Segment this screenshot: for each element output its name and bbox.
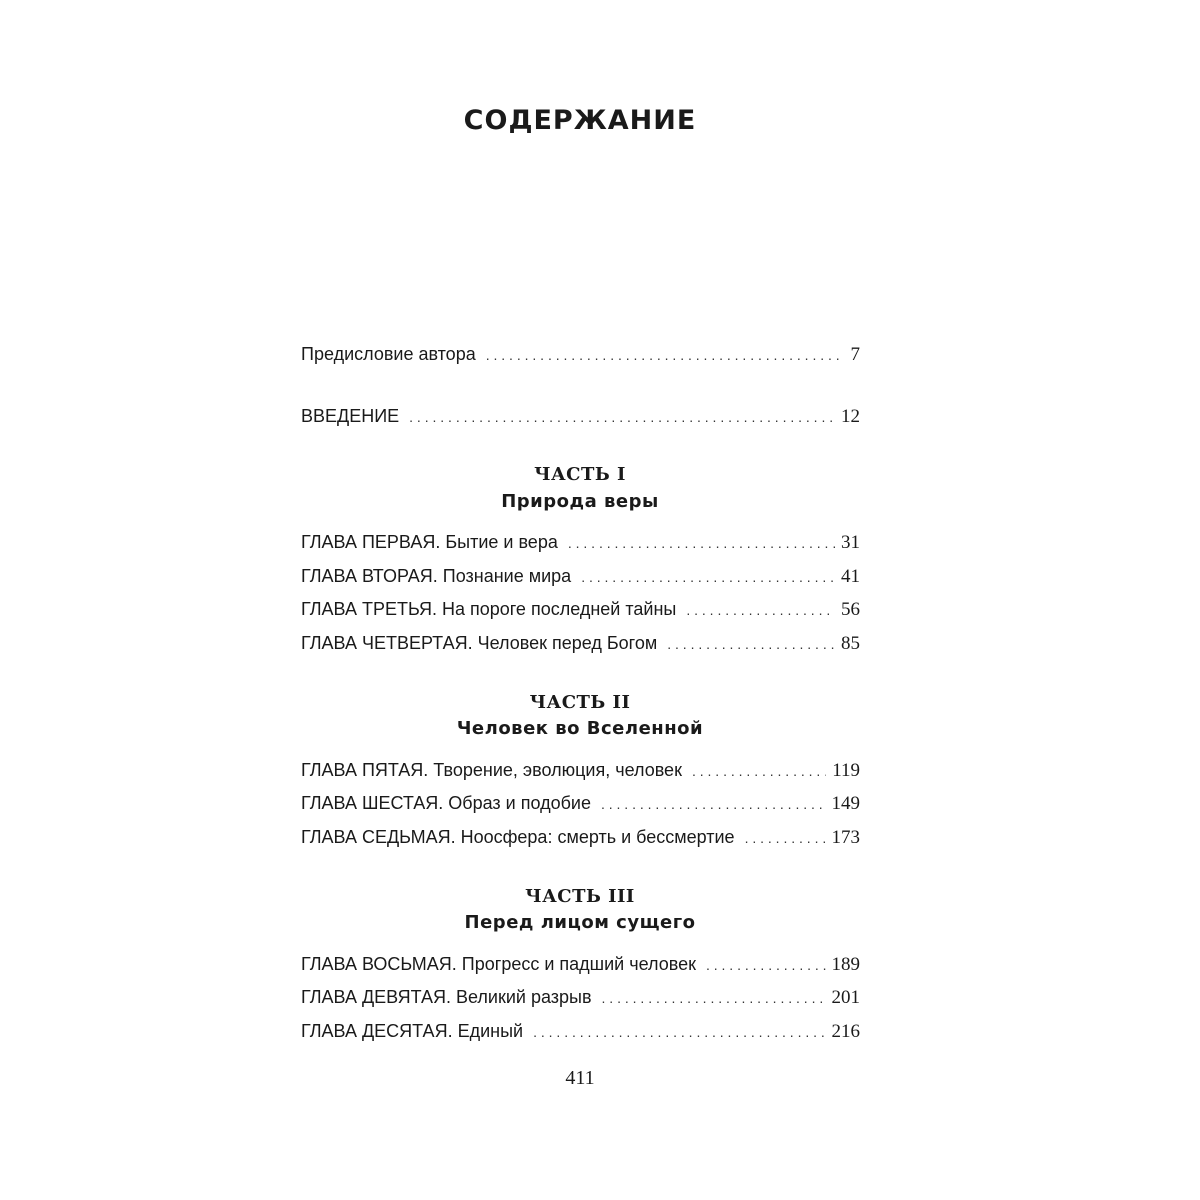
page-number: 411 (565, 1067, 595, 1089)
toc-entry-page: 7 (850, 344, 860, 365)
toc-entry-label: ГЛАВА ДЕСЯТАЯ. Единый (301, 1021, 524, 1041)
page-title: СОДЕРЖАНИЕ (463, 105, 697, 136)
toc-entry-chapter (301, 631, 860, 656)
toc-entry-chapter (301, 791, 860, 816)
toc-entry-label: ГЛАВА ШЕСТАЯ. Образ и подобие (301, 793, 591, 813)
toc-entry-label: ГЛАВА ПЕРВАЯ. Бытие и вера (301, 532, 558, 552)
toc-entry-page: 201 (831, 987, 860, 1008)
toc-entry-chapter (301, 597, 860, 622)
dot-leader (706, 952, 826, 976)
toc-entry-page: 31 (841, 532, 860, 553)
toc-entry-label: ГЛАВА ЧЕТВЕРТАЯ. Человек перед Богом (301, 633, 658, 653)
toc-entry-page: 149 (831, 793, 860, 814)
part-subtitle: Человек во Вселенной (456, 718, 704, 739)
toc-entry-chapter (301, 564, 860, 589)
dot-leader (568, 530, 835, 554)
part-subtitle: Природа веры (501, 491, 659, 512)
dot-leader (602, 985, 826, 1009)
toc-entry-chapter (301, 1019, 860, 1044)
toc-entry-label: ГЛАВА ПЯТАЯ. Творение, эволюция, человек (301, 760, 682, 780)
dot-leader (686, 597, 835, 621)
toc-entry-label: ГЛАВА ДЕВЯТАЯ. Великий разрыв (301, 987, 592, 1007)
toc-entry-preface (301, 342, 860, 367)
dot-leader (486, 342, 842, 366)
toc-entry-chapter (301, 530, 860, 555)
toc-entry-label: ГЛАВА ВОСЬМАЯ. Прогресс и падший человек (301, 954, 696, 974)
toc-entry-page: 56 (841, 599, 860, 620)
toc-entry-page: 41 (841, 566, 860, 587)
toc-entry-chapter (301, 825, 860, 850)
toc-entry-page: 85 (841, 633, 860, 654)
dot-leader (692, 758, 826, 782)
dot-leader (667, 631, 835, 655)
toc-entry-page: 173 (831, 827, 860, 848)
toc-entry-page: 189 (831, 954, 860, 975)
toc-entry-label: ГЛАВА ТРЕТЬЯ. На пороге последней тайны (301, 599, 677, 619)
dot-leader (745, 825, 826, 849)
part-heading: ЧАСТЬ I (534, 464, 626, 485)
dot-leader (409, 404, 835, 428)
toc-entry-page: 119 (832, 760, 860, 781)
toc-entry-label: ВВЕДЕНИЕ (301, 406, 400, 426)
toc-entry-chapter (301, 985, 860, 1010)
dot-leader (533, 1019, 825, 1043)
part-subtitle: Перед лицом сущего (464, 912, 696, 933)
toc-entry-label: Предисловие автора (301, 344, 476, 364)
part-heading: ЧАСТЬ II (529, 692, 631, 713)
part-heading: ЧАСТЬ III (525, 886, 635, 907)
toc-entry-introduction (301, 404, 860, 429)
toc-entry-page: 216 (831, 1021, 860, 1042)
dot-leader (601, 791, 826, 815)
toc-entry-page: 12 (841, 406, 860, 427)
toc-entry-chapter (301, 952, 860, 977)
toc-entry-label: ГЛАВА ВТОРАЯ. Познание мира (301, 566, 572, 586)
dot-leader (581, 564, 835, 588)
toc-entry-chapter (301, 758, 860, 783)
toc-entry-label: ГЛАВА СЕДЬМАЯ. Ноосфера: смерть и бессмертие (301, 827, 735, 847)
